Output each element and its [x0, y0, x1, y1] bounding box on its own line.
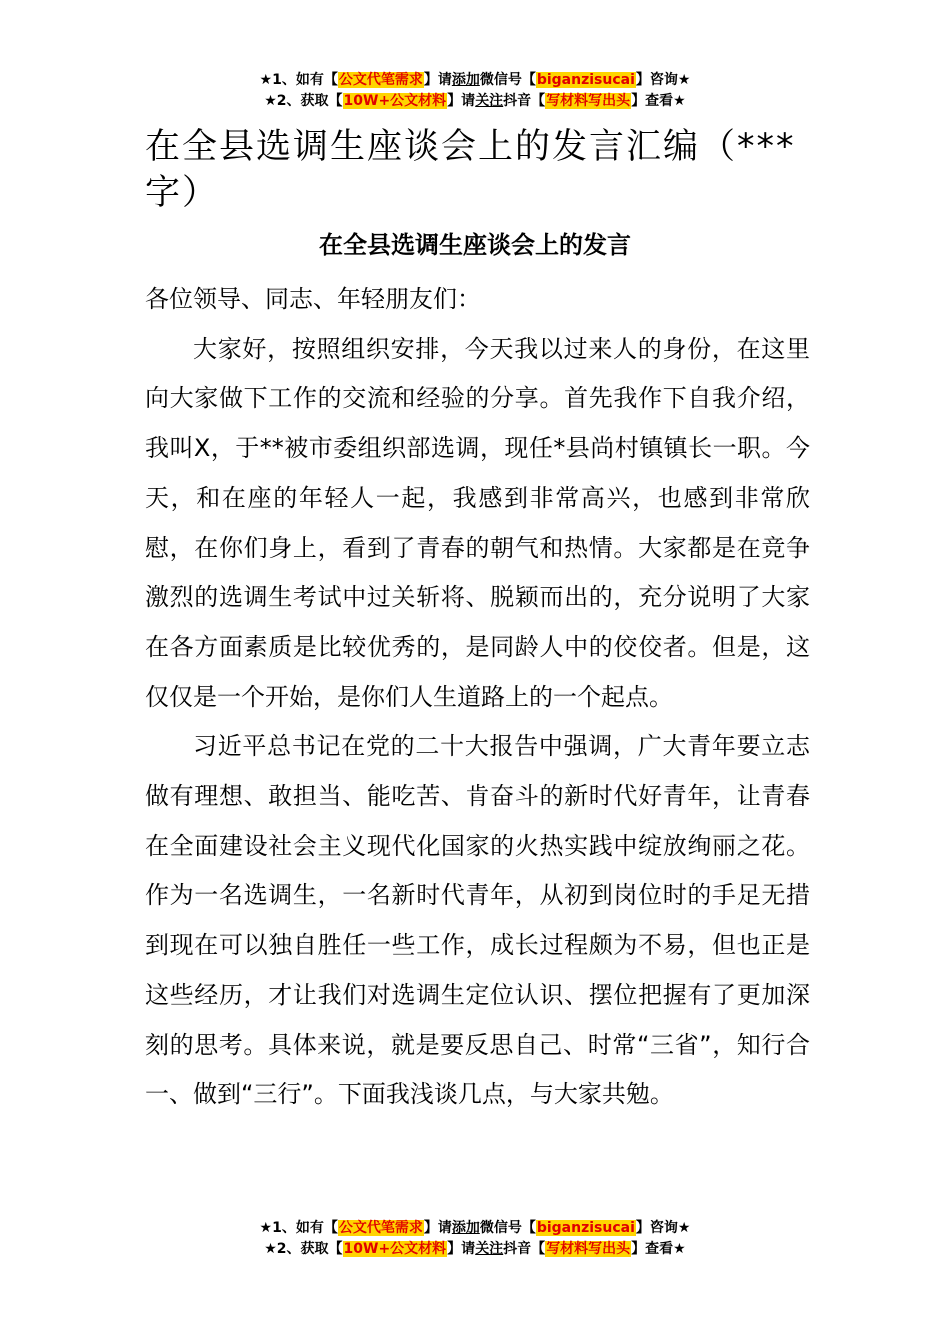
promo-highlight: 10W+公文材料	[343, 1241, 447, 1257]
promo-text: 】请	[423, 72, 452, 88]
promo-highlight: 公文代笔需求	[338, 1220, 423, 1236]
promo-text: 】咨询★	[635, 72, 691, 88]
promo-highlight: 写材料写出头	[546, 1241, 631, 1257]
promo-text: 】查看★	[631, 93, 686, 109]
promo-text: 】请	[423, 1220, 452, 1236]
promo-text: ★1、如有【	[259, 72, 338, 88]
paragraph: 习近平总书记在党的二十大报告中强调，广大青年要立志做有理想、敢担当、能吃苦、肯奋斗的新时代好青年，让青春在全面建设社会主义现代化国家的火热实践中绽放绚丽之花。作为一名选调生，一名新时代青年，从初到岗位时的手足无措到现在可以独自胜任一些工作，成长过程颇为不易，但也正是这些经历，才让我们对选调生定位认识、摆位把握有了更加深刻的思考。具体来说，就是要反思自己、时常“三省”，知行合一、做到“三行”。下面我浅谈几点，与大家共勉。	[145, 732, 810, 1109]
promo-underline: 关注	[475, 93, 504, 109]
promo-text: 微信号【	[479, 72, 536, 88]
paragraph: 大家好，按照组织安排，今天我以过来人的身份，在这里向大家做下工作的交流和经验的分享。首先我作下自我介绍，我叫X，于**被市委组织部选调，现任*县尚村镇镇长一职。今天，和在座的年轻人一起，我感到非常高兴，也感到非常欣慰，在你们身上，看到了青春的朝气和热情。大家都是在竞争激烈的选调生考试中过关斩将、脱颖而出的，充分说明了大家在各方面素质是比较优秀的，是同龄人中的佼佼者。但是，这仅仅是一个开始，是你们人生道路上的一个起点。	[145, 334, 810, 711]
promo-text: 】请	[447, 93, 476, 109]
promo-underline: 添加	[451, 1220, 480, 1236]
top-promo-banner	[0, 70, 950, 112]
speech-subtitle: 在全县选调生座谈会上的发言	[319, 231, 631, 259]
promo-text: 】请	[447, 1241, 476, 1257]
promo-text: ★1、如有【	[259, 1220, 338, 1236]
promo-highlight: 公文代笔需求	[338, 72, 423, 88]
promo-text: 抖音【	[503, 93, 546, 109]
promo-highlight: 写材料写出头	[546, 93, 631, 109]
salutation: 各位领导、同志、年轻朋友们：	[145, 285, 481, 313]
bottom-promo-banner	[0, 1218, 950, 1260]
promo-text: 微信号【	[479, 1220, 536, 1236]
promo-text: ★2、获取【	[264, 1241, 343, 1257]
promo-highlight: 10W+公文材料	[343, 93, 447, 109]
promo-line-1	[0, 70, 950, 91]
promo-text: 】咨询★	[635, 1220, 691, 1236]
document-title: 在全县选调生座谈会上的发言汇编（***字）	[145, 127, 796, 213]
promo-highlight: biganzisucai	[536, 1220, 635, 1236]
document-body	[145, 275, 810, 1120]
promo-line-2	[0, 91, 950, 112]
promo-line-2	[0, 1239, 950, 1260]
promo-highlight: biganzisucai	[536, 72, 635, 88]
promo-text: ★2、获取【	[264, 93, 343, 109]
promo-underline: 关注	[475, 1241, 504, 1257]
promo-underline: 添加	[451, 72, 480, 88]
promo-line-1	[0, 1218, 950, 1239]
promo-text: 抖音【	[503, 1241, 546, 1257]
promo-text: 】查看★	[631, 1241, 686, 1257]
